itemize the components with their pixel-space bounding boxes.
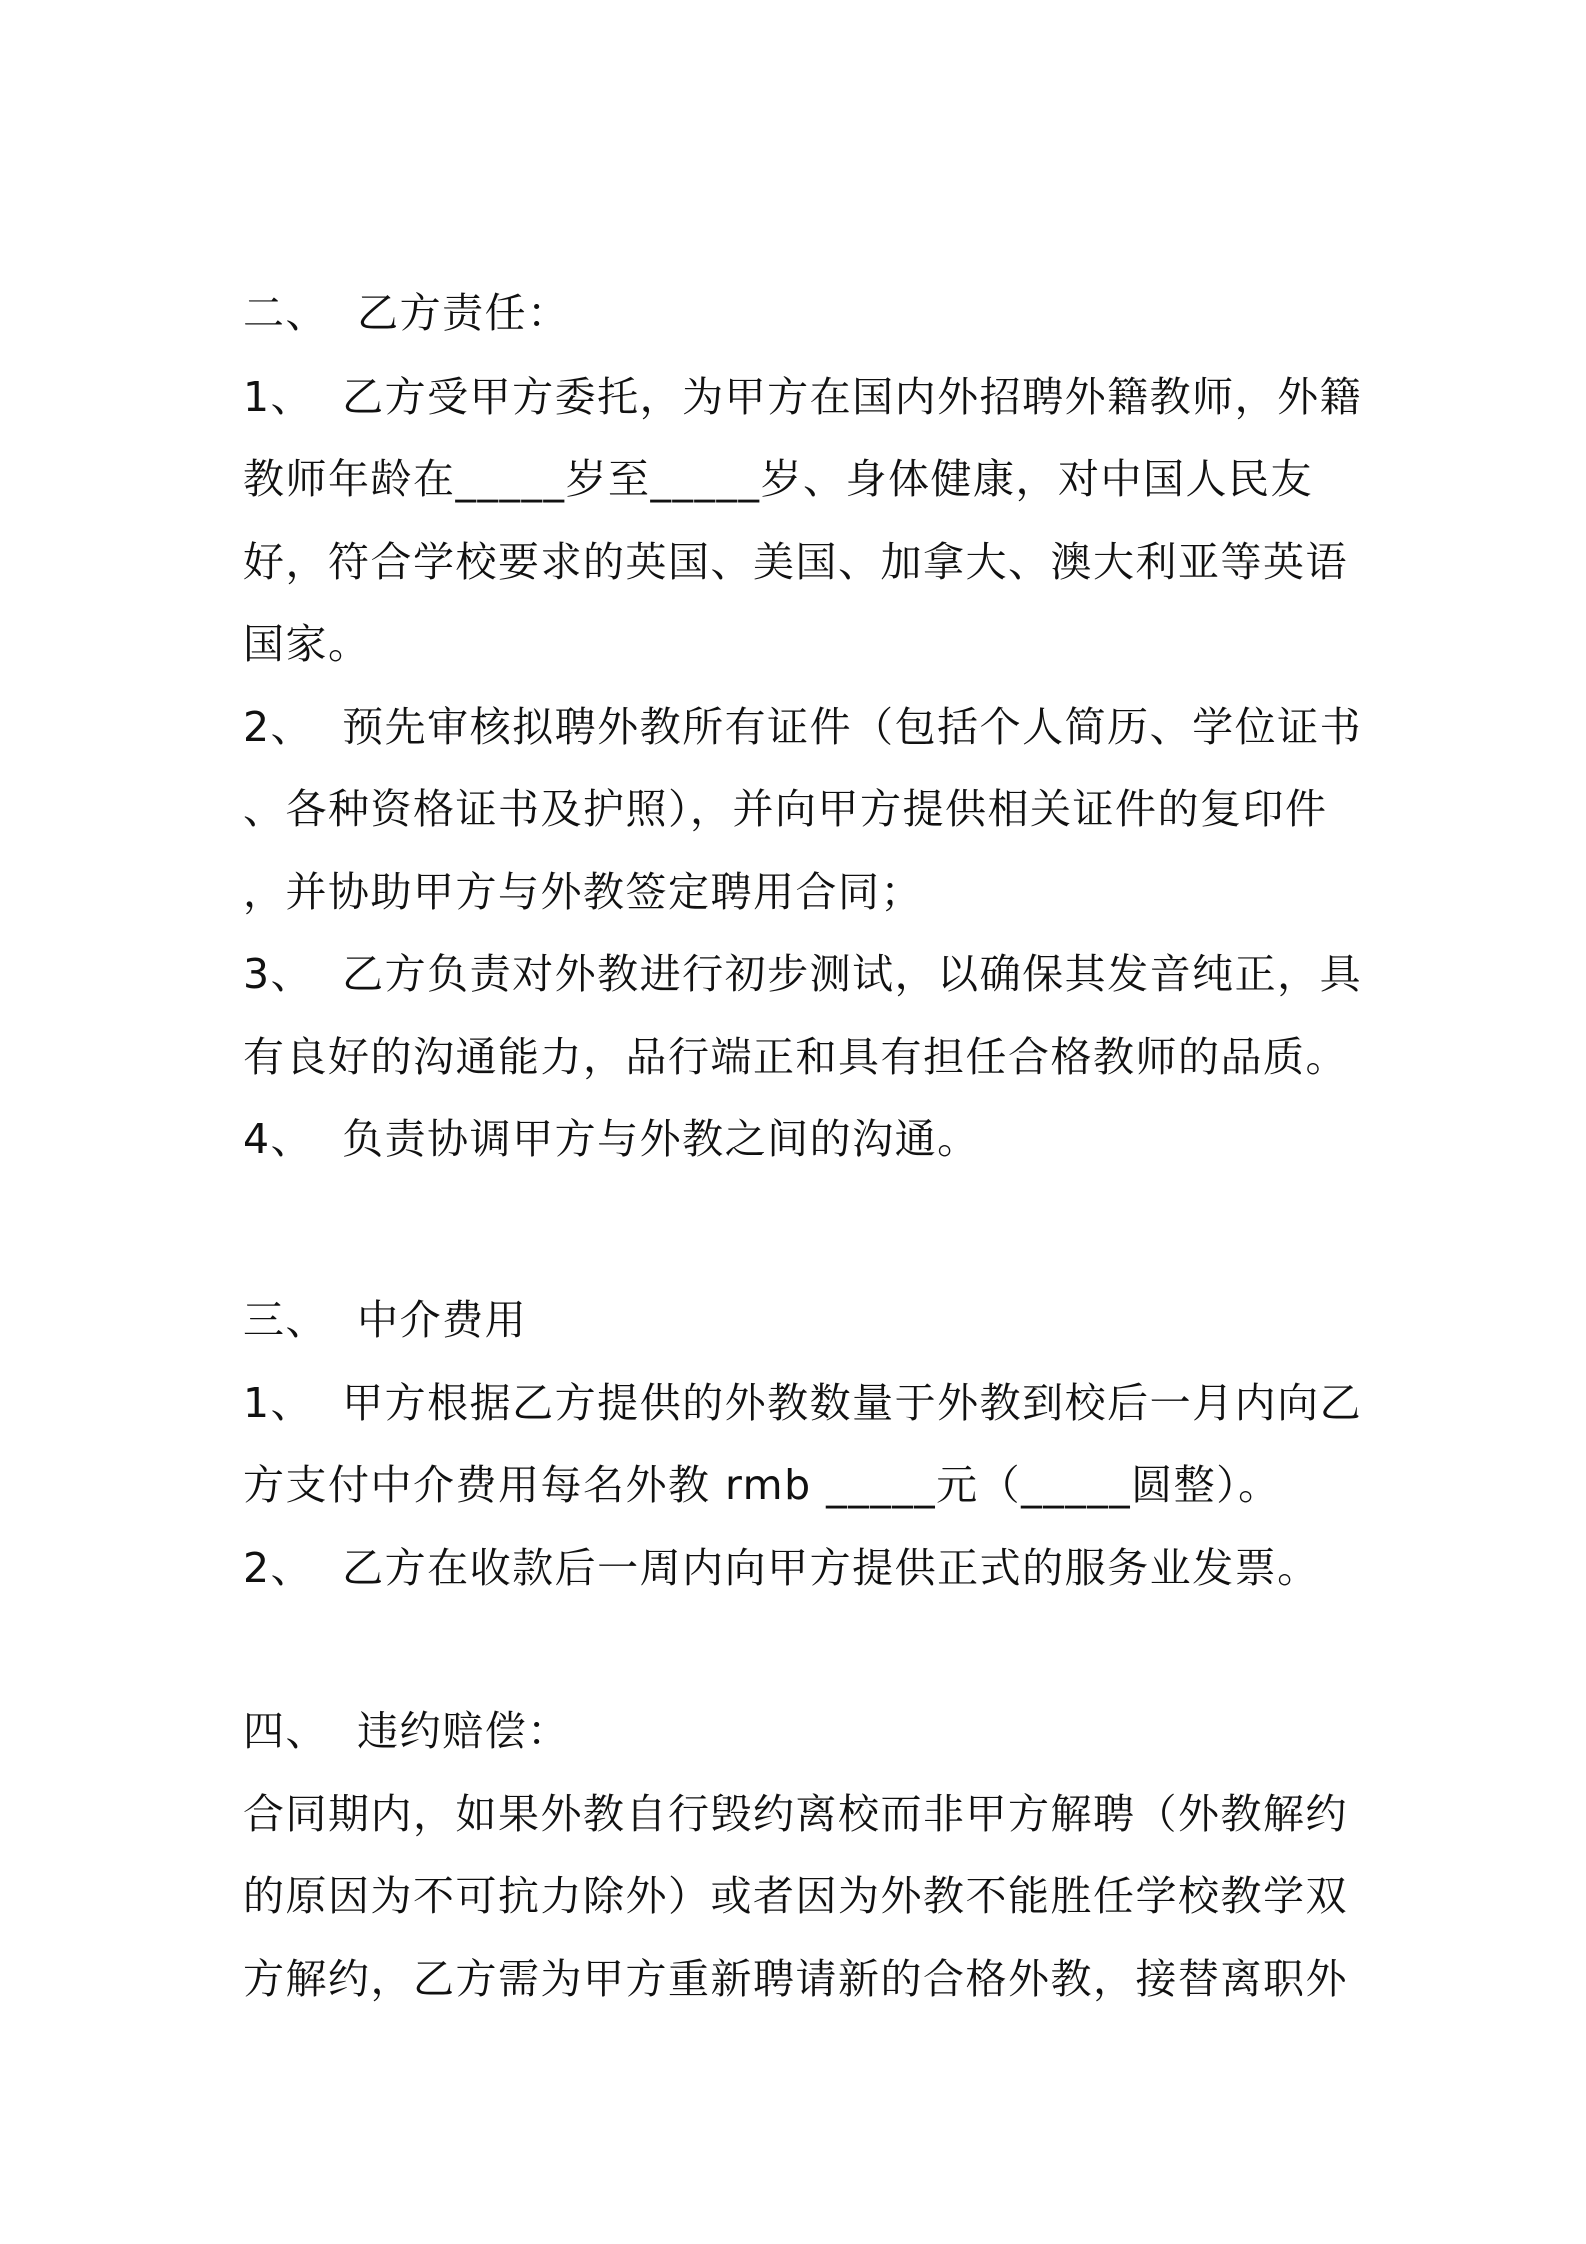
paragraph-line: 方支付中介费用每名外教 rmb _____元（_____圆整）。 <box>243 1461 1281 1509</box>
paragraph-line: 1、 乙方受甲方委托，为甲方在国内外招聘外籍教师，外籍 <box>243 373 1363 421</box>
paragraph-line: 3、 乙方负责对外教进行初步测试，以确保其发音纯正，具 <box>243 950 1363 998</box>
paragraph-line: 好，符合学校要求的英国、美国、加拿大、澳大利亚等英语 <box>243 538 1348 586</box>
section-2-heading: 二、 乙方责任： <box>243 289 570 337</box>
paragraph-line: 教师年龄在_____岁至_____岁、身体健康，对中国人民友 <box>243 455 1313 503</box>
paragraph-line: ，并协助甲方与外教签定聘用合同； <box>243 868 923 916</box>
paragraph-line: 、各种资格证书及护照），并向甲方提供相关证件的复印件 <box>243 785 1328 833</box>
paragraph-line: 合同期内，如果外教自行毁约离校而非甲方解聘（外教解约 <box>243 1790 1348 1838</box>
paragraph-line: 国家。 <box>243 620 371 668</box>
paragraph-line: 方解约，乙方需为甲方重新聘请新的合格外教，接替离职外 <box>243 1955 1348 2003</box>
section-4-heading: 四、 违约赔偿： <box>243 1707 570 1755</box>
paragraph-line: 的原因为不可抗力除外）或者因为外教不能胜任学校教学双 <box>243 1872 1348 1920</box>
paragraph-line: 1、 甲方根据乙方提供的外教数量于外教到校后一月内向乙 <box>243 1379 1363 1427</box>
section-3-heading: 三、 中介费用 <box>243 1296 528 1344</box>
paragraph-line: 有良好的沟通能力，品行端正和具有担任合格教师的品质。 <box>243 1033 1348 1081</box>
paragraph-line: 4、 负责协调甲方与外教之间的沟通。 <box>243 1115 980 1163</box>
paragraph-line: 2、 乙方在收款后一周内向甲方提供正式的服务业发票。 <box>243 1544 1320 1592</box>
paragraph-line: 2、 预先审核拟聘外教所有证件（包括个人简历、学位证书 <box>243 703 1363 751</box>
